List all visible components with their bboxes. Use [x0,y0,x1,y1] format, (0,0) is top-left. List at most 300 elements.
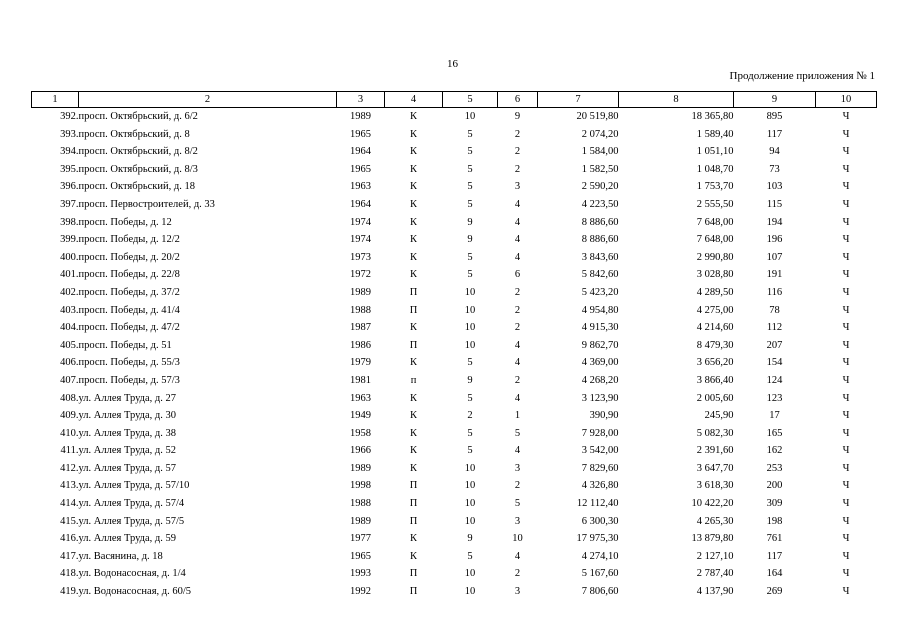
address-cell: ул. Аллея Труда, д. 57/5 [78,515,185,527]
page-number: 16 [447,58,458,70]
residents-cell: 162 [766,445,783,457]
table-row [32,337,877,355]
residents-cell: 164 [766,568,783,580]
floors-cell: 2 [467,410,473,422]
wall-material-cell: П [409,568,418,580]
total-area-cell: 3 123,90 [581,392,619,404]
wall-material-cell: К [409,445,417,457]
wall-material-cell: К [409,216,417,228]
column-header: 8 [619,92,734,108]
total-area-cell: 2 074,20 [581,128,619,140]
residents-cell: 191 [766,269,783,281]
entrances-cell: 3 [514,181,521,193]
address-cell: ул. Водонасосная, д. 1/4 [78,568,186,580]
table-row [32,284,877,302]
residents-cell: 103 [766,181,783,193]
residents-cell: 116 [766,286,783,298]
living-area-cell: 3 647,70 [696,462,734,474]
entrances-cell: 2 [514,374,521,386]
floors-cell: 10 [464,586,476,598]
entrances-cell: 4 [514,198,521,210]
year-built-cell: 1966 [350,445,371,457]
entrances-cell: 4 [514,445,521,457]
column-header: 4 [385,92,443,108]
residents-cell: 309 [766,498,783,510]
continuation-label: Продолжение приложения № 1 [729,70,875,82]
wall-material-cell: п [410,374,417,386]
living-area-cell: 3 618,30 [696,480,734,492]
table-row [32,266,877,284]
entrances-cell: 5 [514,427,521,439]
category-cell: Ч [842,550,850,562]
residents-cell: 165 [766,427,783,439]
wall-material-cell: К [409,251,417,263]
column-header: 10 [816,92,877,108]
table-body [32,108,877,601]
total-area-cell: 3 843,60 [581,251,619,263]
table-row [32,477,877,495]
total-area-cell: 4 954,80 [581,304,619,316]
row-number-cell: 418. [60,568,79,580]
total-area-cell: 7 829,60 [581,462,619,474]
wall-material-cell: К [409,181,417,193]
residents-cell: 117 [766,128,783,140]
address-cell: ул. Васянина, д. 18 [78,550,163,562]
residents-cell: 94 [769,146,780,158]
living-area-cell: 4 275,00 [696,304,734,316]
entrances-cell: 6 [514,269,521,281]
entrances-cell: 2 [514,304,521,316]
floors-cell: 5 [467,163,473,175]
total-area-cell: 8 886,60 [581,216,619,228]
wall-material-cell: П [409,339,418,351]
living-area-cell: 1 589,40 [696,128,734,140]
floors-cell: 10 [464,480,476,492]
wall-material-cell: К [409,234,417,246]
category-cell: Ч [842,269,850,281]
address-cell: просп. Победы, д. 41/4 [78,304,180,316]
category-cell: Ч [842,111,850,122]
category-cell: Ч [842,374,850,386]
table-row [32,513,877,531]
row-number-cell: 394. [60,146,79,158]
row-number-cell: 392. [60,111,79,122]
total-area-cell: 7 806,60 [581,586,619,598]
wall-material-cell: К [409,357,417,369]
table-row [32,249,877,267]
year-built-cell: 1974 [350,234,371,246]
year-built-cell: 1989 [350,515,371,527]
floors-cell: 5 [467,392,473,404]
floors-cell: 10 [464,304,476,316]
residents-cell: 207 [766,339,783,351]
entrances-cell: 5 [514,498,521,510]
year-built-cell: 1981 [350,374,371,386]
year-built-cell: 1965 [350,128,371,140]
entrances-cell: 4 [514,357,521,369]
category-cell: Ч [842,128,850,140]
year-built-cell: 1965 [350,163,371,175]
row-number-cell: 414. [60,498,79,510]
entrances-cell: 10 [512,533,523,545]
table-row [32,495,877,513]
year-built-cell: 1958 [350,427,371,439]
row-number-cell: 407. [60,374,79,386]
row-number-cell: 401. [60,269,79,281]
address-cell: просп. Победы, д. 47/2 [78,322,180,334]
housing-registry-table [31,91,877,601]
floors-cell: 10 [464,568,476,580]
floors-cell: 10 [464,286,476,298]
wall-material-cell: К [409,410,417,422]
table-row [32,196,877,214]
living-area-cell: 10 422,20 [691,498,734,510]
category-cell: Ч [842,198,850,210]
living-area-cell: 4 265,30 [696,515,734,527]
category-cell: Ч [842,322,850,334]
row-number-cell: 399. [60,234,79,246]
floors-cell: 10 [464,322,476,334]
row-number-cell: 398. [60,216,79,228]
residents-cell: 269 [766,586,783,598]
living-area-cell: 13 879,80 [691,533,734,545]
year-built-cell: 1965 [350,550,371,562]
column-header: 5 [443,92,498,108]
table-row [32,442,877,460]
address-cell: просп. Октябрьский, д. 18 [78,181,195,193]
category-cell: Ч [842,568,850,580]
floors-cell: 9 [467,216,473,228]
column-header: 3 [337,92,385,108]
wall-material-cell: К [409,427,417,439]
floors-cell: 10 [464,111,476,122]
wall-material-cell: П [409,286,418,298]
table-row [32,530,877,548]
column-header: 2 [79,92,337,108]
residents-cell: 117 [766,550,783,562]
category-cell: Ч [842,410,850,422]
residents-cell: 73 [769,163,780,175]
residents-cell: 123 [766,392,783,404]
row-number-cell: 397. [60,198,79,210]
table-row [32,425,877,443]
living-area-cell: 3 656,20 [696,357,734,369]
year-built-cell: 1963 [350,181,371,193]
row-number-cell: 412. [60,462,79,474]
total-area-cell: 4 274,10 [581,550,619,562]
living-area-cell: 1 051,10 [696,146,734,158]
year-built-cell: 1989 [350,286,371,298]
address-cell: просп. Победы, д. 55/3 [78,357,180,369]
total-area-cell: 8 886,60 [581,234,619,246]
address-cell: ул. Водонасосная, д. 60/5 [78,586,192,598]
table-row [32,354,877,372]
floors-cell: 5 [467,357,473,369]
column-header: 7 [538,92,619,108]
living-area-cell: 8 479,30 [696,339,734,351]
floors-cell: 10 [464,339,476,351]
row-number-cell: 415. [60,515,79,527]
year-built-cell: 1988 [350,498,371,510]
year-built-cell: 1993 [350,568,371,580]
living-area-cell: 3 866,40 [696,374,734,386]
total-area-cell: 5 842,60 [581,269,619,281]
table-row [32,565,877,583]
address-cell: ул. Аллея Труда, д. 57 [78,462,177,474]
category-cell: Ч [842,480,850,492]
entrances-cell: 4 [514,216,521,228]
living-area-cell: 2 555,50 [696,198,734,210]
address-cell: просп. Первостроителей, д. 33 [78,198,215,210]
living-area-cell: 4 214,60 [696,322,734,334]
year-built-cell: 1963 [350,392,371,404]
residents-cell: 200 [766,480,783,492]
total-area-cell: 2 590,20 [581,181,619,193]
entrances-cell: 9 [514,111,521,122]
entrances-cell: 2 [514,322,521,334]
year-built-cell: 1972 [350,269,371,281]
residents-cell: 107 [766,251,783,263]
year-built-cell: 1986 [350,339,371,351]
year-built-cell: 1964 [350,146,371,158]
total-area-cell: 7 928,00 [581,427,619,439]
category-cell: Ч [842,357,850,369]
entrances-cell: 4 [514,234,521,246]
address-cell: ул. Аллея Труда, д. 27 [78,392,177,404]
address-cell: просп. Победы, д. 20/2 [78,251,180,263]
column-header: 6 [498,92,538,108]
table-row [32,548,877,566]
entrances-cell: 1 [514,410,521,422]
wall-material-cell: П [409,304,418,316]
living-area-cell: 18 365,80 [691,111,734,122]
category-cell: Ч [842,251,850,263]
entrances-cell: 2 [514,163,521,175]
table-row [32,583,877,601]
category-cell: Ч [842,586,850,598]
floors-cell: 5 [467,269,473,281]
year-built-cell: 1949 [350,410,371,422]
year-built-cell: 1989 [350,111,371,122]
row-number-cell: 402. [60,286,79,298]
entrances-cell: 3 [514,515,521,527]
residents-cell: 761 [766,533,783,545]
address-cell: просп. Победы, д. 12/2 [78,234,180,246]
residents-cell: 895 [766,111,783,122]
entrances-cell: 4 [514,251,521,263]
floors-cell: 5 [467,128,473,140]
category-cell: Ч [842,286,850,298]
residents-cell: 17 [769,410,780,422]
wall-material-cell: П [409,515,418,527]
living-area-cell: 3 028,80 [696,269,734,281]
row-number-cell: 411. [60,445,79,457]
category-cell: Ч [842,498,850,510]
residents-cell: 196 [766,234,783,246]
floors-cell: 9 [467,234,473,246]
address-cell: просп. Октябрьский, д. 8/2 [78,146,198,158]
year-built-cell: 1989 [350,462,371,474]
category-cell: Ч [842,234,850,246]
total-area-cell: 1 584,00 [581,146,619,158]
row-number-cell: 404. [60,322,79,334]
category-cell: Ч [842,462,850,474]
residents-cell: 78 [769,304,780,316]
wall-material-cell: П [409,586,418,598]
floors-cell: 5 [467,550,473,562]
year-built-cell: 1964 [350,198,371,210]
entrances-cell: 4 [514,392,521,404]
residents-cell: 115 [766,198,783,210]
wall-material-cell: К [409,128,417,140]
address-cell: ул. Аллея Труда, д. 57/10 [78,480,190,492]
floors-cell: 9 [467,533,473,545]
row-number-cell: 417. [60,550,79,562]
address-cell: просп. Октябрьский, д. 8/3 [78,163,198,175]
row-number-cell: 408. [60,392,79,404]
wall-material-cell: К [409,111,417,122]
category-cell: Ч [842,163,850,175]
table-row [32,407,877,425]
year-built-cell: 1973 [350,251,371,263]
table-row [32,319,877,337]
category-cell: Ч [842,339,850,351]
entrances-cell: 4 [514,550,521,562]
row-number-cell: 396. [60,181,79,193]
entrances-cell: 2 [514,568,521,580]
address-cell: просп. Победы, д. 57/3 [78,374,180,386]
year-built-cell: 1977 [350,533,371,545]
category-cell: Ч [842,515,850,527]
floors-cell: 9 [467,374,473,386]
floors-cell: 5 [467,146,473,158]
address-cell: ул. Аллея Труда, д. 52 [78,445,177,457]
wall-material-cell: К [409,462,417,474]
address-cell: ул. Аллея Труда, д. 38 [78,427,177,439]
floors-cell: 10 [464,462,476,474]
living-area-cell: 7 648,00 [696,216,734,228]
category-cell: Ч [842,533,850,545]
row-number-cell: 413. [60,480,79,492]
category-cell: Ч [842,392,850,404]
total-area-cell: 5 423,20 [581,286,619,298]
table-row [32,126,877,144]
residents-cell: 112 [766,322,783,334]
row-number-cell: 395. [60,163,79,175]
wall-material-cell: К [409,269,417,281]
residents-cell: 154 [766,357,783,369]
year-built-cell: 1998 [350,480,371,492]
floors-cell: 5 [467,181,473,193]
total-area-cell: 5 167,60 [581,568,619,580]
wall-material-cell: К [409,533,417,545]
floors-cell: 5 [467,427,473,439]
living-area-cell: 4 289,50 [696,286,734,298]
table-row [32,460,877,478]
total-area-cell: 4 915,30 [581,322,619,334]
address-cell: просп. Победы, д. 12 [78,216,172,228]
column-header: 1 [32,92,79,108]
table-row [32,143,877,161]
table-row [32,372,877,390]
total-area-cell: 6 300,30 [581,515,619,527]
total-area-cell: 3 542,00 [581,445,619,457]
total-area-cell: 9 862,70 [581,339,619,351]
total-area-cell: 17 975,30 [576,533,619,545]
row-number-cell: 409. [60,410,79,422]
living-area-cell: 2 391,60 [696,445,734,457]
category-cell: Ч [842,216,850,228]
living-area-cell: 2 787,40 [696,568,734,580]
entrances-cell: 3 [514,586,521,598]
living-area-cell: 2 990,80 [696,251,734,263]
residents-cell: 253 [766,462,783,474]
entrances-cell: 2 [514,480,521,492]
living-area-cell: 1 753,70 [696,181,734,193]
wall-material-cell: К [409,550,417,562]
year-built-cell: 1988 [350,304,371,316]
total-area-cell: 20 519,80 [576,111,619,122]
table-row [32,390,877,408]
total-area-cell: 12 112,40 [576,498,619,510]
wall-material-cell: К [409,198,417,210]
address-cell: просп. Победы, д. 51 [78,339,172,351]
row-number-cell: 400. [60,251,79,263]
row-number-cell: 416. [60,533,79,545]
floors-cell: 5 [467,445,473,457]
table-row [32,302,877,320]
address-cell: ул. Аллея Труда, д. 30 [78,410,177,422]
entrances-cell: 2 [514,128,521,140]
living-area-cell: 7 648,00 [696,234,734,246]
address-cell: просп. Победы, д. 22/8 [78,269,180,281]
row-number-cell: 393. [60,128,79,140]
category-cell: Ч [842,304,850,316]
living-area-cell: 2 127,10 [696,550,734,562]
living-area-cell: 1 048,70 [696,163,734,175]
table-row [32,178,877,196]
year-built-cell: 1992 [350,586,371,598]
living-area-cell: 4 137,90 [696,586,734,598]
floors-cell: 10 [464,515,476,527]
table-row [32,214,877,232]
total-area-cell: 4 369,00 [581,357,619,369]
category-cell: Ч [842,445,850,457]
wall-material-cell: К [409,392,417,404]
wall-material-cell: К [409,322,417,334]
category-cell: Ч [842,146,850,158]
total-area-cell: 4 268,20 [581,374,619,386]
living-area-cell: 245,90 [704,410,734,422]
entrances-cell: 4 [514,339,521,351]
living-area-cell: 2 005,60 [696,392,734,404]
floors-cell: 10 [464,498,476,510]
wall-material-cell: П [409,498,418,510]
floors-cell: 5 [467,251,473,263]
year-built-cell: 1979 [350,357,371,369]
residents-cell: 198 [766,515,783,527]
entrances-cell: 2 [514,146,521,158]
year-built-cell: 1987 [350,322,371,334]
wall-material-cell: П [409,480,418,492]
address-cell: просп. Октябрьский, д. 6/2 [78,111,198,122]
table-row [32,108,877,126]
living-area-cell: 5 082,30 [696,427,734,439]
address-cell: просп. Победы, д. 37/2 [78,286,180,298]
year-built-cell: 1974 [350,216,371,228]
column-header: 9 [734,92,816,108]
row-number-cell: 406. [60,357,79,369]
